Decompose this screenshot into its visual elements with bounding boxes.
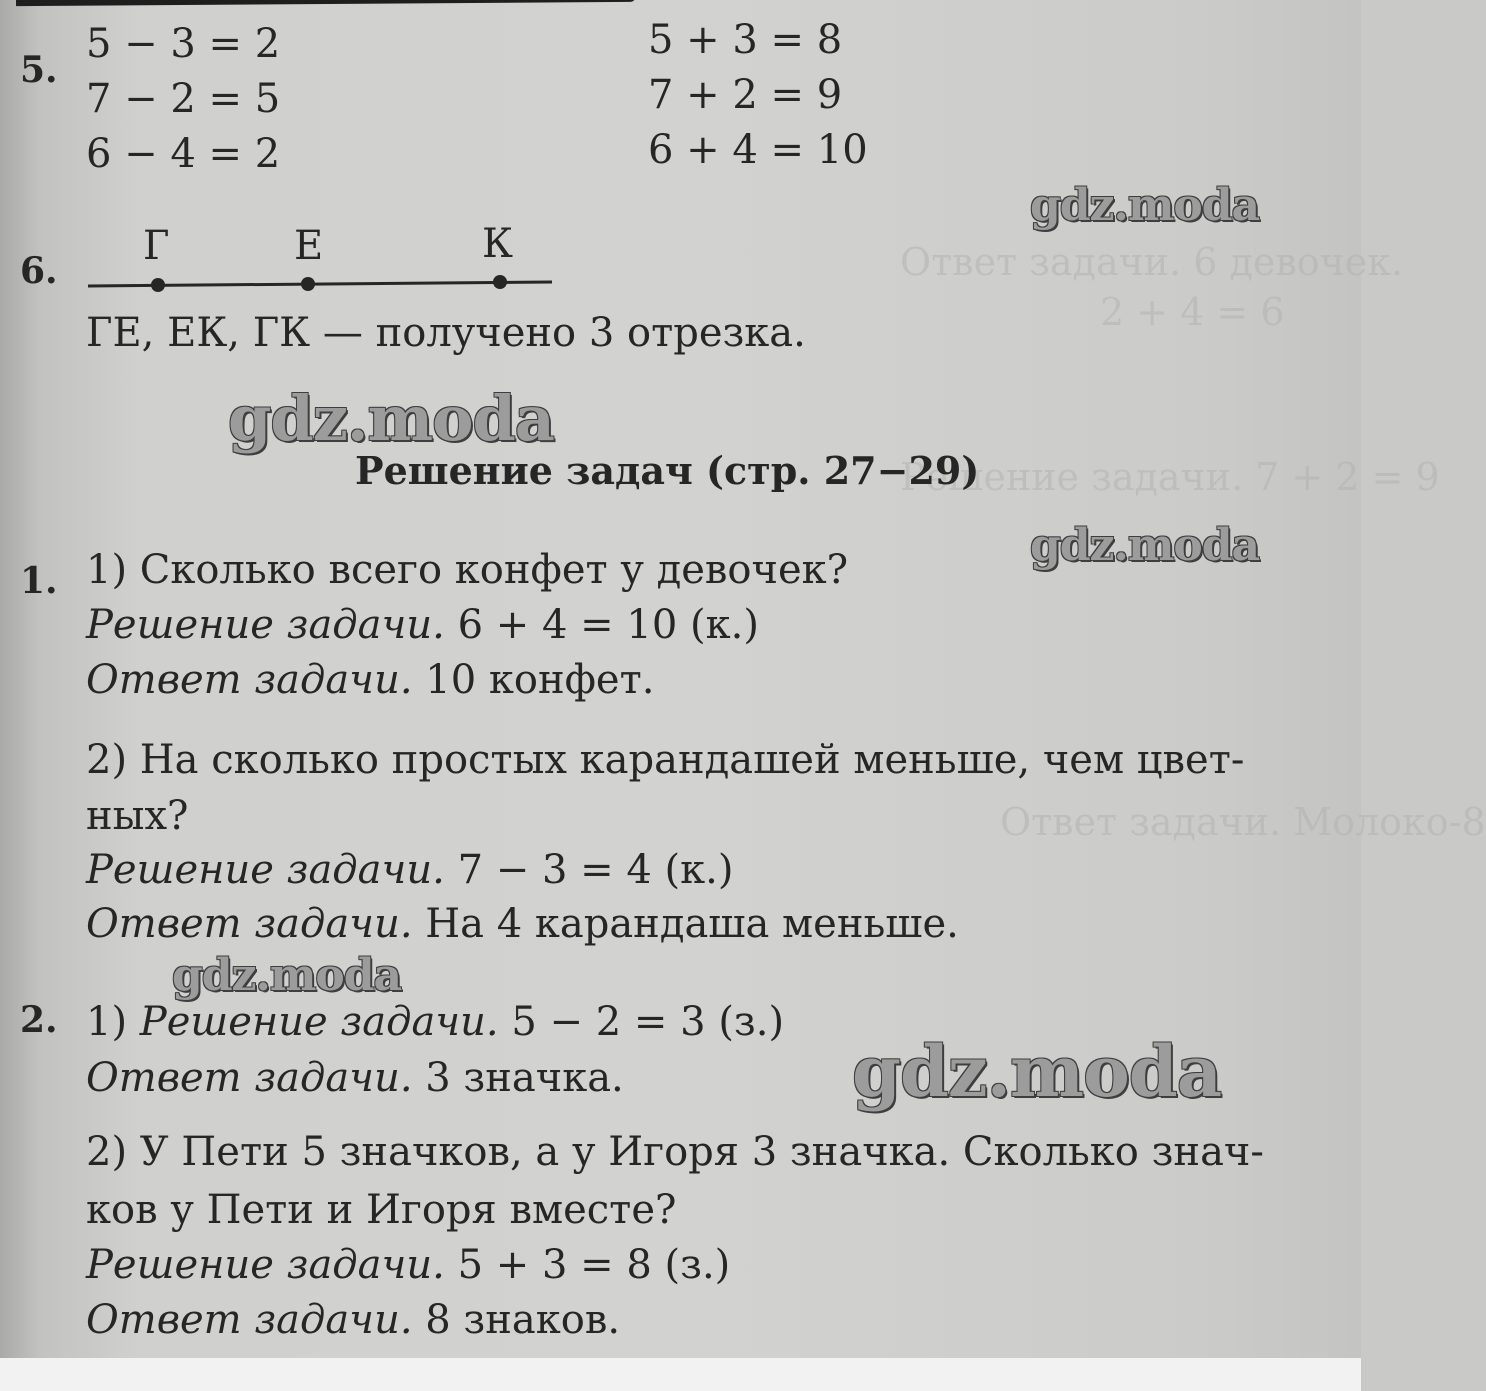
solution-value: 5 + 3 = 8 (з.) xyxy=(444,1242,731,1288)
watermark: gdz.moda xyxy=(228,382,554,455)
answer-value: 3 значка. xyxy=(412,1055,624,1101)
solution-value: 6 + 4 = 10 (к.) xyxy=(444,602,759,648)
problem-2-answer-2 xyxy=(86,1297,621,1343)
problem-2-question-2-line-1: 2) У Пети 5 значков, а у Игоря 3 значка. Сколько знач- xyxy=(86,1129,1264,1175)
task-5-equation: 5 − 3 = 2 xyxy=(86,21,281,67)
task-6-answer: ГЕ, ЕК, ГК — получено 3 отрезка. xyxy=(86,310,806,356)
task-5-equation: 6 + 4 = 10 xyxy=(648,127,868,173)
bleedthrough-line: 2 + 4 = 6 xyxy=(1100,290,1285,334)
solution-value: 5 − 2 = 3 (з.) xyxy=(498,999,785,1045)
point-label-k: К xyxy=(482,221,513,267)
task-5-equation: 6 − 4 = 2 xyxy=(86,131,281,177)
problem-2-part-1-prefix: 1) xyxy=(86,999,140,1045)
solution-value: 7 − 3 = 4 (к.) xyxy=(444,847,734,893)
task-5-number: 5. xyxy=(20,49,58,91)
answer-label: Ответ задачи. xyxy=(86,657,413,703)
point-label-e: Е xyxy=(294,223,324,269)
problem-1-answer-1 xyxy=(86,657,655,703)
problem-2-question-2-line-2: ков у Пети и Игоря вместе? xyxy=(86,1187,677,1233)
bleedthrough-line: Ответ задачи. 6 девочек. xyxy=(900,240,1404,284)
solution-label: Решение задачи. xyxy=(139,999,499,1045)
task-6-number: 6. xyxy=(20,250,58,292)
section-title: Решение задач (стр. 27−29) xyxy=(355,448,980,493)
task-5-equation: 5 + 3 = 8 xyxy=(648,17,843,63)
problem-1-solution-2 xyxy=(86,847,734,893)
bleedthrough-line: Ответ задачи. Молоко-8 xyxy=(1000,800,1486,844)
problem-1-solution-1 xyxy=(86,602,759,648)
problem-1-question-2-line-1: 2) На сколько простых карандашей меньше, чем цвет- xyxy=(86,737,1245,783)
page-top-rule xyxy=(16,0,636,6)
problem-1-question-2-line-2: ных? xyxy=(86,793,189,839)
task-5-equation: 7 − 2 = 5 xyxy=(86,76,281,122)
answer-value: 10 конфет. xyxy=(412,657,655,703)
task-5-equation: 7 + 2 = 9 xyxy=(648,72,843,118)
solution-label: Решение задачи. xyxy=(86,1242,445,1288)
answer-label: Ответ задачи. xyxy=(86,901,413,947)
problem-2-answer-1 xyxy=(86,1055,624,1101)
problem-1-question-1: 1) Сколько всего конфет у девочек? xyxy=(86,547,849,593)
solution-label: Решение задачи. xyxy=(86,847,445,893)
problem-1-answer-2 xyxy=(86,901,959,947)
watermark: gdz.moda xyxy=(1030,520,1260,571)
problem-2-solution-1 xyxy=(86,999,785,1045)
watermark: gdz.moda xyxy=(1030,180,1260,231)
answer-label: Ответ задачи. xyxy=(86,1297,413,1343)
page-bottom-margin xyxy=(0,1358,1361,1391)
point-e-dot xyxy=(301,277,315,291)
answer-label: Ответ задачи. xyxy=(86,1055,413,1101)
point-k-dot xyxy=(493,275,507,289)
answer-value: На 4 карандаша меньше. xyxy=(412,901,959,947)
watermark: gdz.moda xyxy=(852,1030,1222,1113)
solution-label: Решение задачи. xyxy=(86,602,445,648)
answer-value: 8 знаков. xyxy=(412,1297,621,1343)
problem-1-number: 1. xyxy=(20,560,58,602)
watermark: gdz.moda xyxy=(172,950,402,1001)
problem-2-number: 2. xyxy=(20,999,58,1041)
bleedthrough-line: Решение задачи. 7 + 2 = 9 xyxy=(900,455,1440,499)
point-label-g: Г xyxy=(143,223,170,269)
point-g-dot xyxy=(151,278,165,292)
problem-2-solution-2 xyxy=(86,1242,731,1288)
